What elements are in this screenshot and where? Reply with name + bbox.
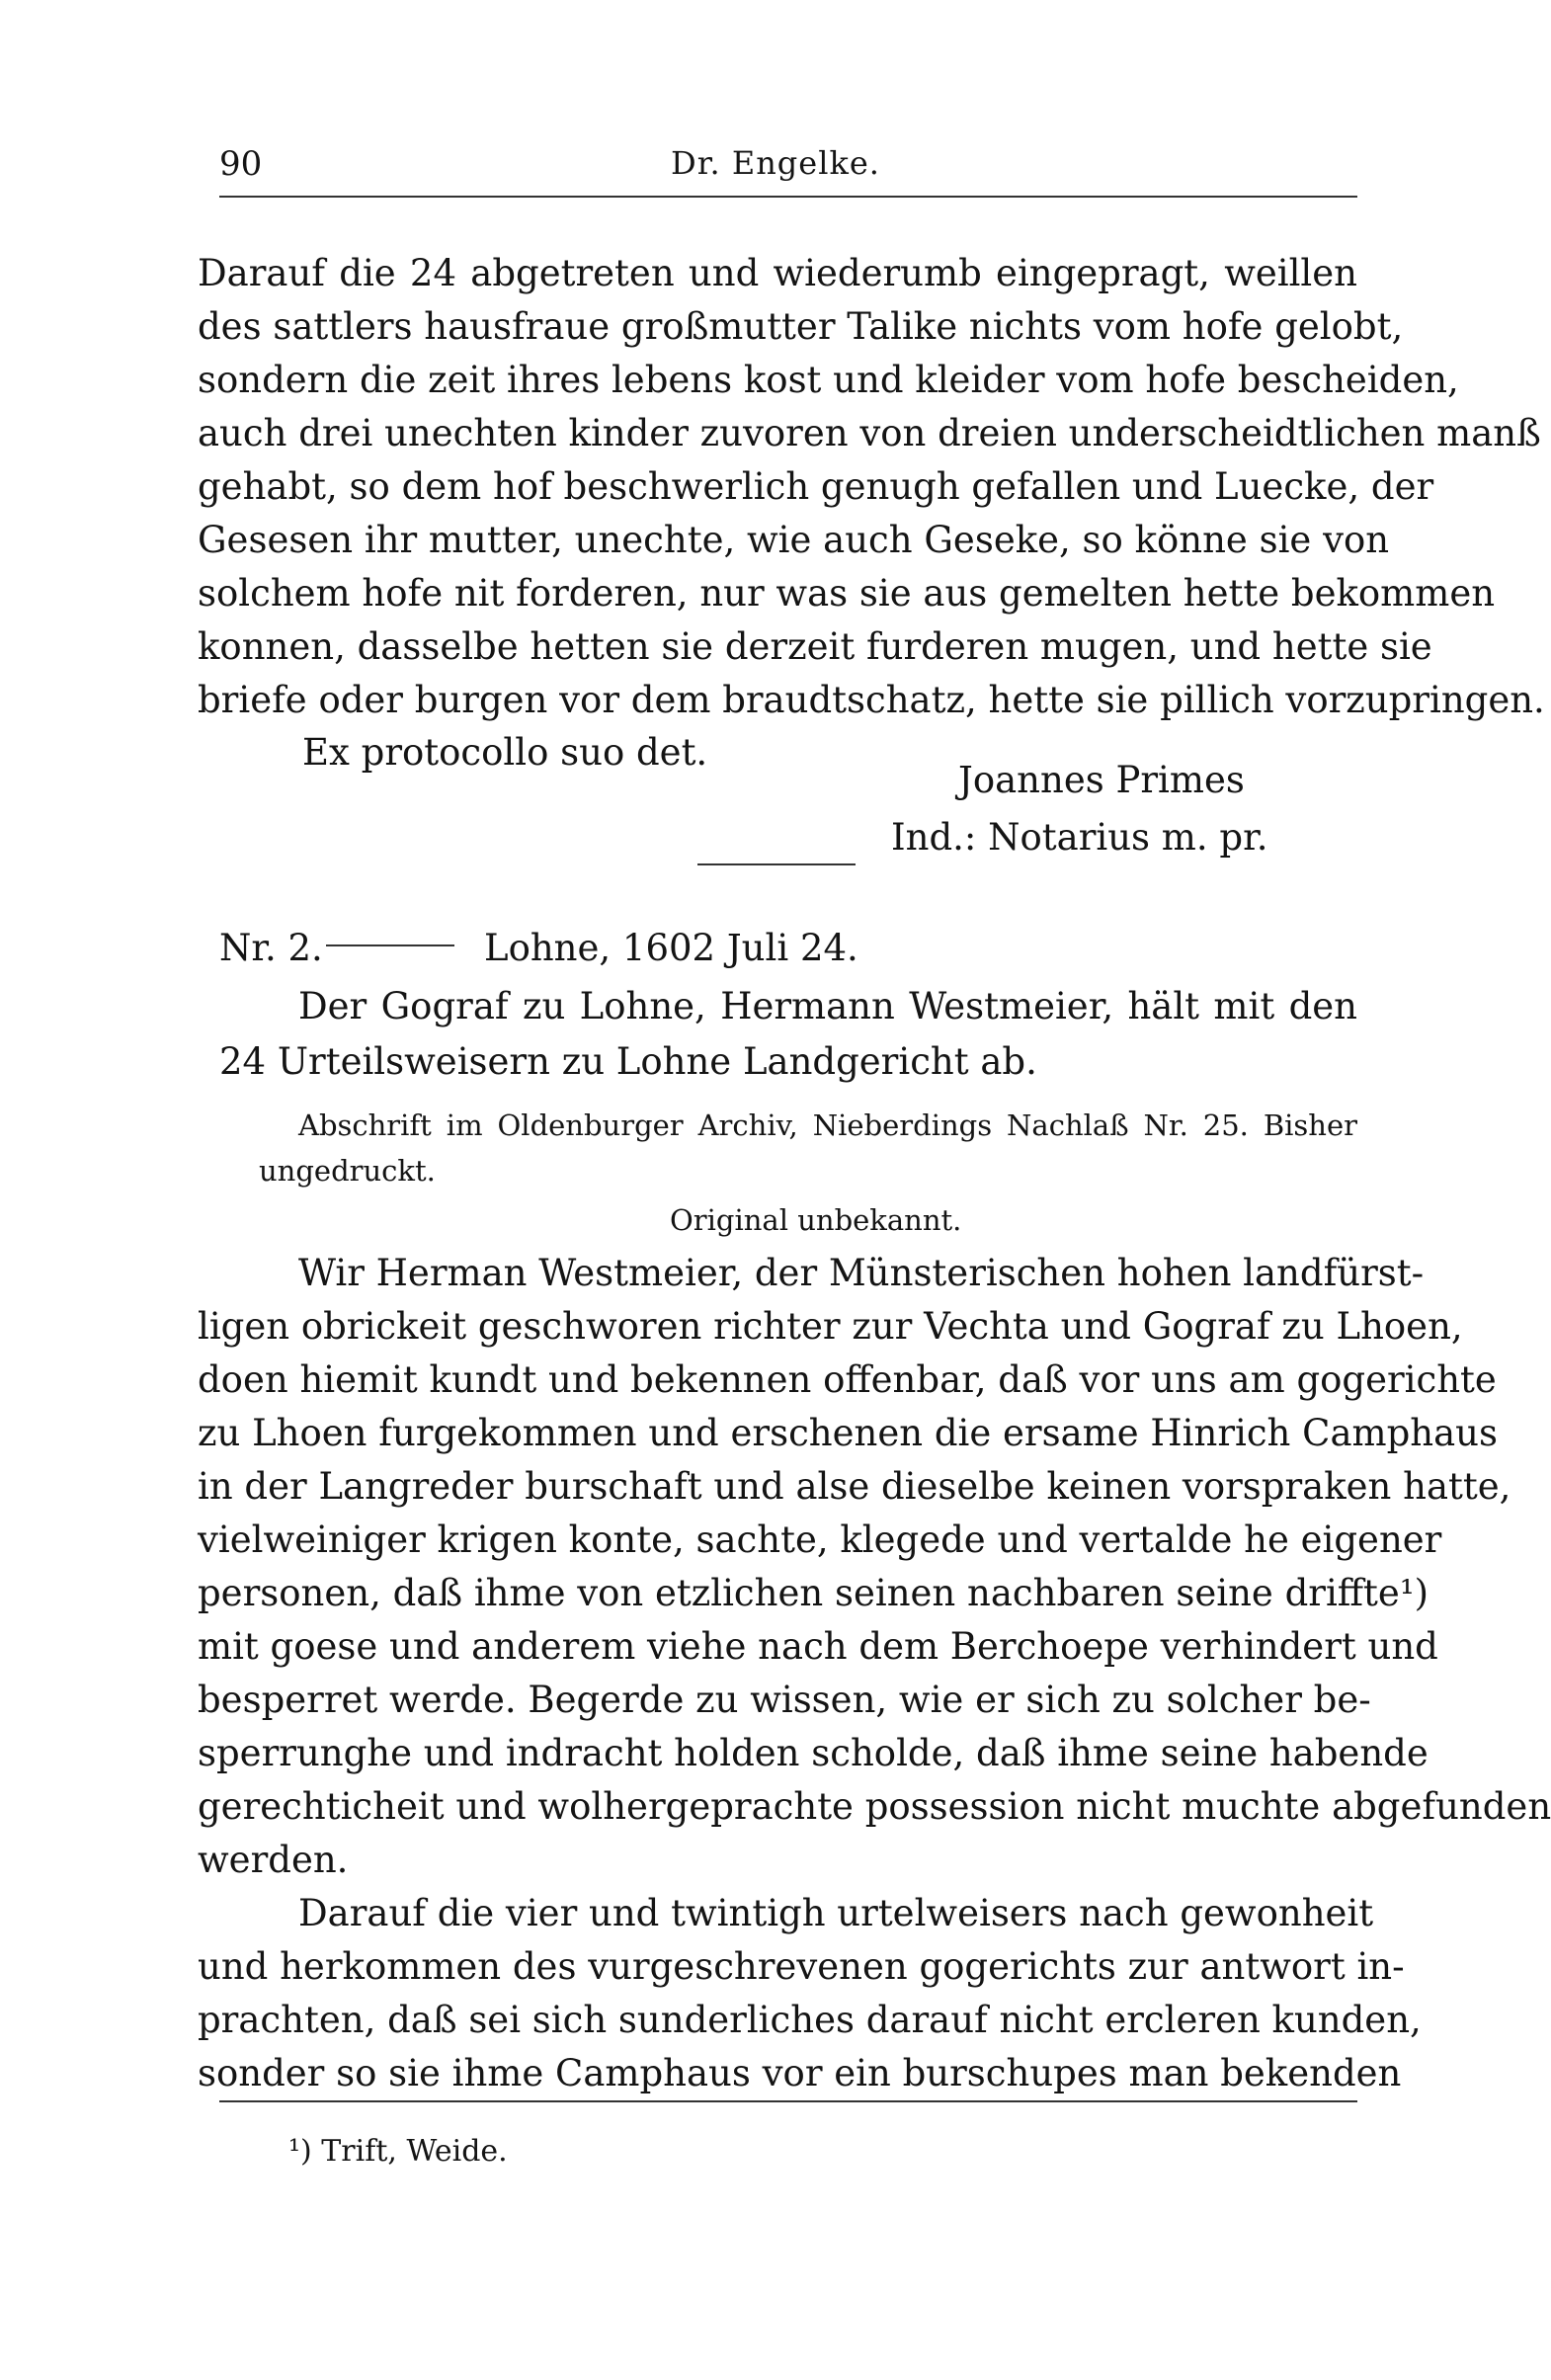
text-line: vielweiniger krigen konte, sachte, klegede und vertalde he eigener — [198, 1518, 1442, 1561]
summary-line: Der Gograf zu Lohne, Hermann Westmeier, hält mit den — [298, 985, 1357, 1027]
text-line: doen hiemit kundt und bekennen offenbar, daß vor uns am gogerichte — [198, 1358, 1497, 1401]
text-line: gehabt, so dem hof beschwerlich genugh gefallen und Luecke, der — [198, 465, 1434, 508]
text-line: Darauf die 24 abgetreten und wiederumb eingepragt, weillen — [198, 252, 1357, 294]
text-line: personen, daß ihme von etzlichen seinen nachbaren seine driffte¹) — [198, 1572, 1429, 1614]
text-line: briefe oder burgen vor dem braudtschatz, hette sie pillich vorzupringen. — [198, 679, 1545, 721]
text-line: solchem hofe nit forderen, nur was sie aus gemelten hette bekommen — [198, 572, 1496, 615]
footnote-marker: ¹) — [288, 2134, 312, 2169]
running-title: Dr. Engelke. — [671, 144, 880, 182]
text-line: Gesesen ihr mutter, unechte, wie auch Geseke, so könne sie von — [198, 519, 1390, 561]
text-line: auch drei unechten kinder zuvoren von dreien underscheidtlichen manß — [198, 412, 1541, 454]
source-note: ungedruckt. — [259, 1154, 436, 1188]
heading-dash — [326, 944, 454, 946]
source-note: Abschrift im Oldenburger Archiv, Nieberdings Nachlaß Nr. 25. Bisher — [298, 1108, 1357, 1142]
original-note: Original unbekannt. — [670, 1203, 962, 1237]
text-line: zu Lhoen furgekommen und erschenen die ersame Hinrich Camphaus — [198, 1412, 1498, 1454]
text-line: werden. — [198, 1839, 349, 1881]
text-line: gerechticheit und wolhergeprachte possession nicht muchte abgefunden — [198, 1785, 1551, 1828]
text-line: sonder so sie ihme Camphaus vor ein burschupes man bekenden — [198, 2052, 1402, 2094]
page-number: 90 — [219, 144, 263, 184]
ex-protocollo: Ex protocollo suo det. — [302, 731, 708, 774]
text-line: sondern die zeit ihres lebens kost und kleider vom hofe bescheiden, — [198, 359, 1459, 401]
text-line: Darauf die vier und twintigh urtelweisers nach gewonheit — [298, 1892, 1374, 1934]
signature-rule — [697, 863, 856, 865]
footnote-text: Trift, Weide. — [321, 2134, 508, 2169]
signature-name: Joannes Primes — [958, 759, 1245, 801]
text-line: prachten, daß sei sich sunderliches darauf nicht ercleren kunden, — [198, 1999, 1422, 2041]
text-line: mit goese und anderem viehe nach dem Berchoepe verhindert und — [198, 1625, 1438, 1668]
text-line: des sattlers hausfraue großmutter Talike nichts vom hofe gelobt, — [198, 305, 1404, 348]
footnote — [288, 2134, 508, 2169]
document-number: Nr. 2. — [219, 927, 323, 969]
text-line: in der Langreder burschaft und alse dieselbe keinen vorspraken hatte, — [198, 1465, 1511, 1508]
text-line: sperrunghe und indracht holden scholde, daß ihme seine habende — [198, 1732, 1429, 1774]
document-place-date: Lohne, 1602 Juli 24. — [484, 927, 858, 969]
text-line: konnen, dasselbe hetten sie derzeit furderen mugen, und hette sie — [198, 625, 1432, 668]
summary-line: 24 Urteilsweisern zu Lohne Landgericht ab. — [219, 1040, 1037, 1083]
text-line: besperret werde. Begerde zu wissen, wie er sich zu solcher be- — [198, 1679, 1371, 1721]
text-line: ligen obrickeit geschworen richter zur Vechta und Gograf zu Lhoen, — [198, 1305, 1463, 1348]
signature-title: Ind.: Notarius m. pr. — [891, 816, 1268, 859]
header-rule — [219, 196, 1357, 198]
text-line: Wir Herman Westmeier, der Münsterischen hohen landfürst- — [298, 1252, 1425, 1294]
text-line: und herkommen des vurgeschrevenen gogerichts zur antwort in- — [198, 1945, 1405, 1988]
footnote-rule — [219, 2100, 1357, 2102]
